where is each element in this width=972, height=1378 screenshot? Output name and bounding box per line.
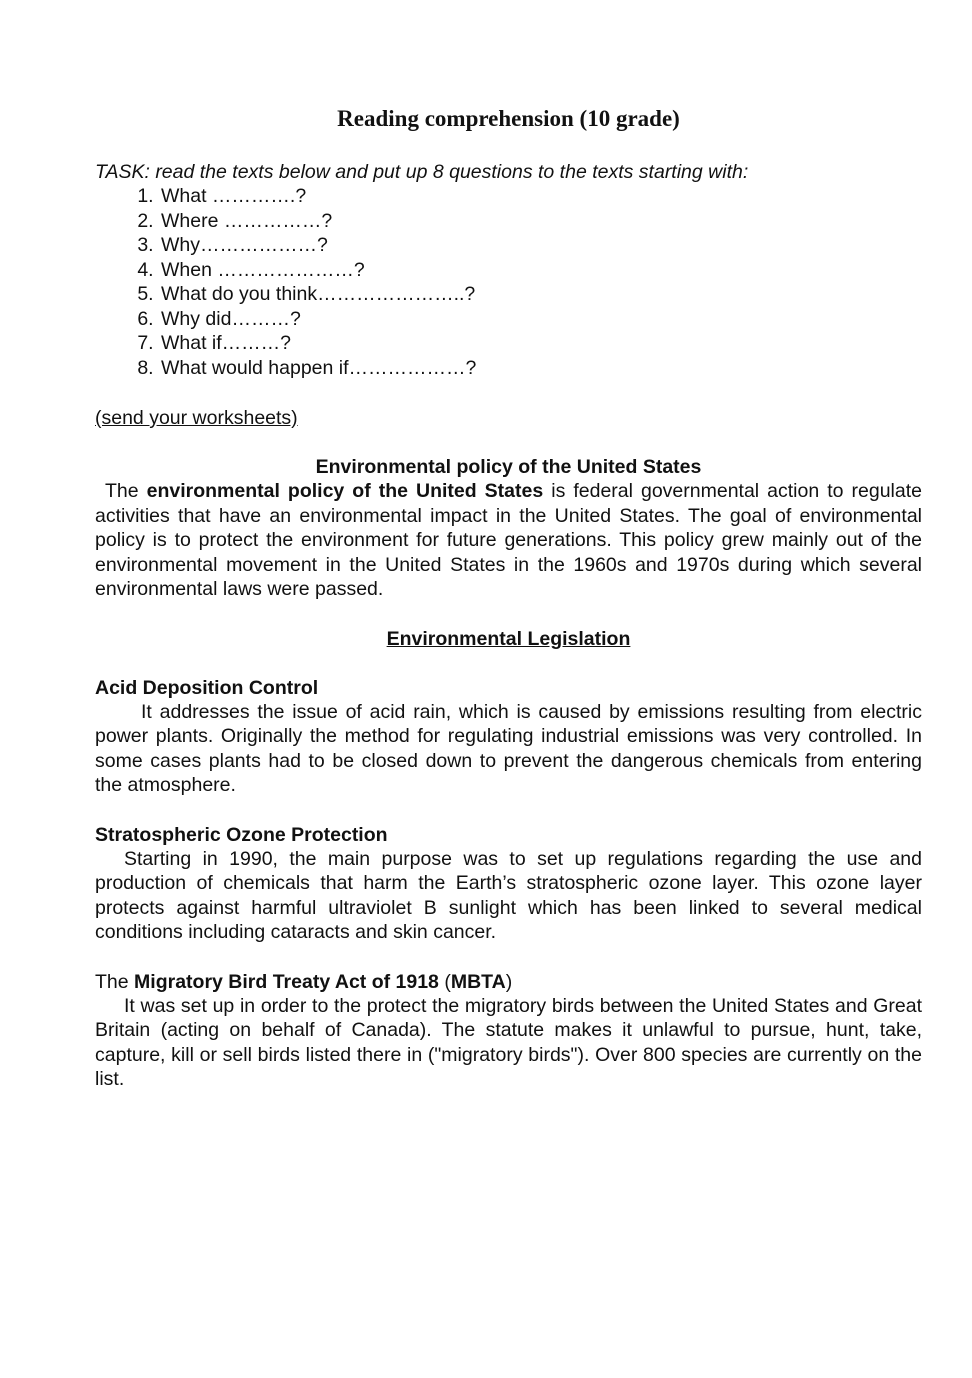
section-title-legislation: Environmental Legislation — [386, 627, 631, 650]
mbta-heading-name: Migratory Bird Treaty Act of 1918 — [134, 970, 439, 993]
list-item: 6. Why did………? — [159, 307, 922, 332]
list-item: 7. What if………? — [159, 331, 922, 356]
intro-paragraph — [95, 479, 922, 602]
list-item: 5. What do you think…………………..? — [159, 282, 922, 307]
mbta-heading — [95, 970, 922, 994]
list-item: 3. Why………………? — [159, 233, 922, 258]
section-title-policy: Environmental policy of the United States — [315, 456, 702, 478]
intro-bold-term: environmental policy of the United States — [146, 480, 544, 502]
intro-text-rest: is federal governmental action to regulate activities that have an environmental impact in the United States. The goal of environmental policy is to protect the environment for future generations. This policy grew mainly out of the environmental movement in the United States in the 1960s and 1970s during which several environmental laws were passed. — [95, 480, 922, 600]
list-item: 1. What ………….? — [159, 184, 922, 209]
mbta-heading-pre: The — [95, 970, 135, 993]
list-item: 2. Where ……………? — [159, 209, 922, 234]
task-instruction: TASK: read the texts below and put up 8 questions to the texts starting with: — [95, 161, 749, 183]
intro-text-start: The — [105, 480, 147, 502]
ozone-heading: Stratospheric Ozone Protection — [95, 823, 388, 846]
mbta-heading-paren-open: ( — [438, 970, 451, 993]
page-title: Reading comprehension (10 grade) — [337, 106, 680, 131]
list-item: 8. What would happen if………………? — [159, 356, 922, 381]
acid-paragraph: It addresses the issue of acid rain, which is caused by emissions resulting from electric power plants. Originally the method for regulating industrial emissions was very controlled. In some cases plants had to be closed down to prevent the dangerous chemicals from entering the atmosphere. — [95, 700, 922, 796]
list-item: 4. When …………………? — [159, 258, 922, 283]
acid-heading: Acid Deposition Control — [95, 676, 319, 699]
mbta-heading-abbr: MBTA — [450, 970, 506, 993]
question-list — [95, 184, 922, 380]
send-worksheets-note: (send your worksheets) — [95, 407, 298, 429]
worksheet-page — [95, 104, 922, 1092]
mbta-paragraph: It was set up in order to the protect the migratory birds between the United States and Great Britain (acting on behalf of Canada). The statute makes it unlawful to pursue, hunt, take, capture, kill or sell birds listed there in ("migratory birds"). Over 800 species are currently on the list. — [95, 994, 922, 1090]
mbta-heading-paren-close: ) — [505, 970, 513, 993]
ozone-paragraph: Starting in 1990, the main purpose was to set up regulations regarding the use and production of chemicals that harm the Earth’s stratospheric ozone layer. This ozone layer protects against harmful ultraviolet B sunlight which has been linked to several medical conditions including cataracts and skin cancer. — [95, 847, 922, 943]
